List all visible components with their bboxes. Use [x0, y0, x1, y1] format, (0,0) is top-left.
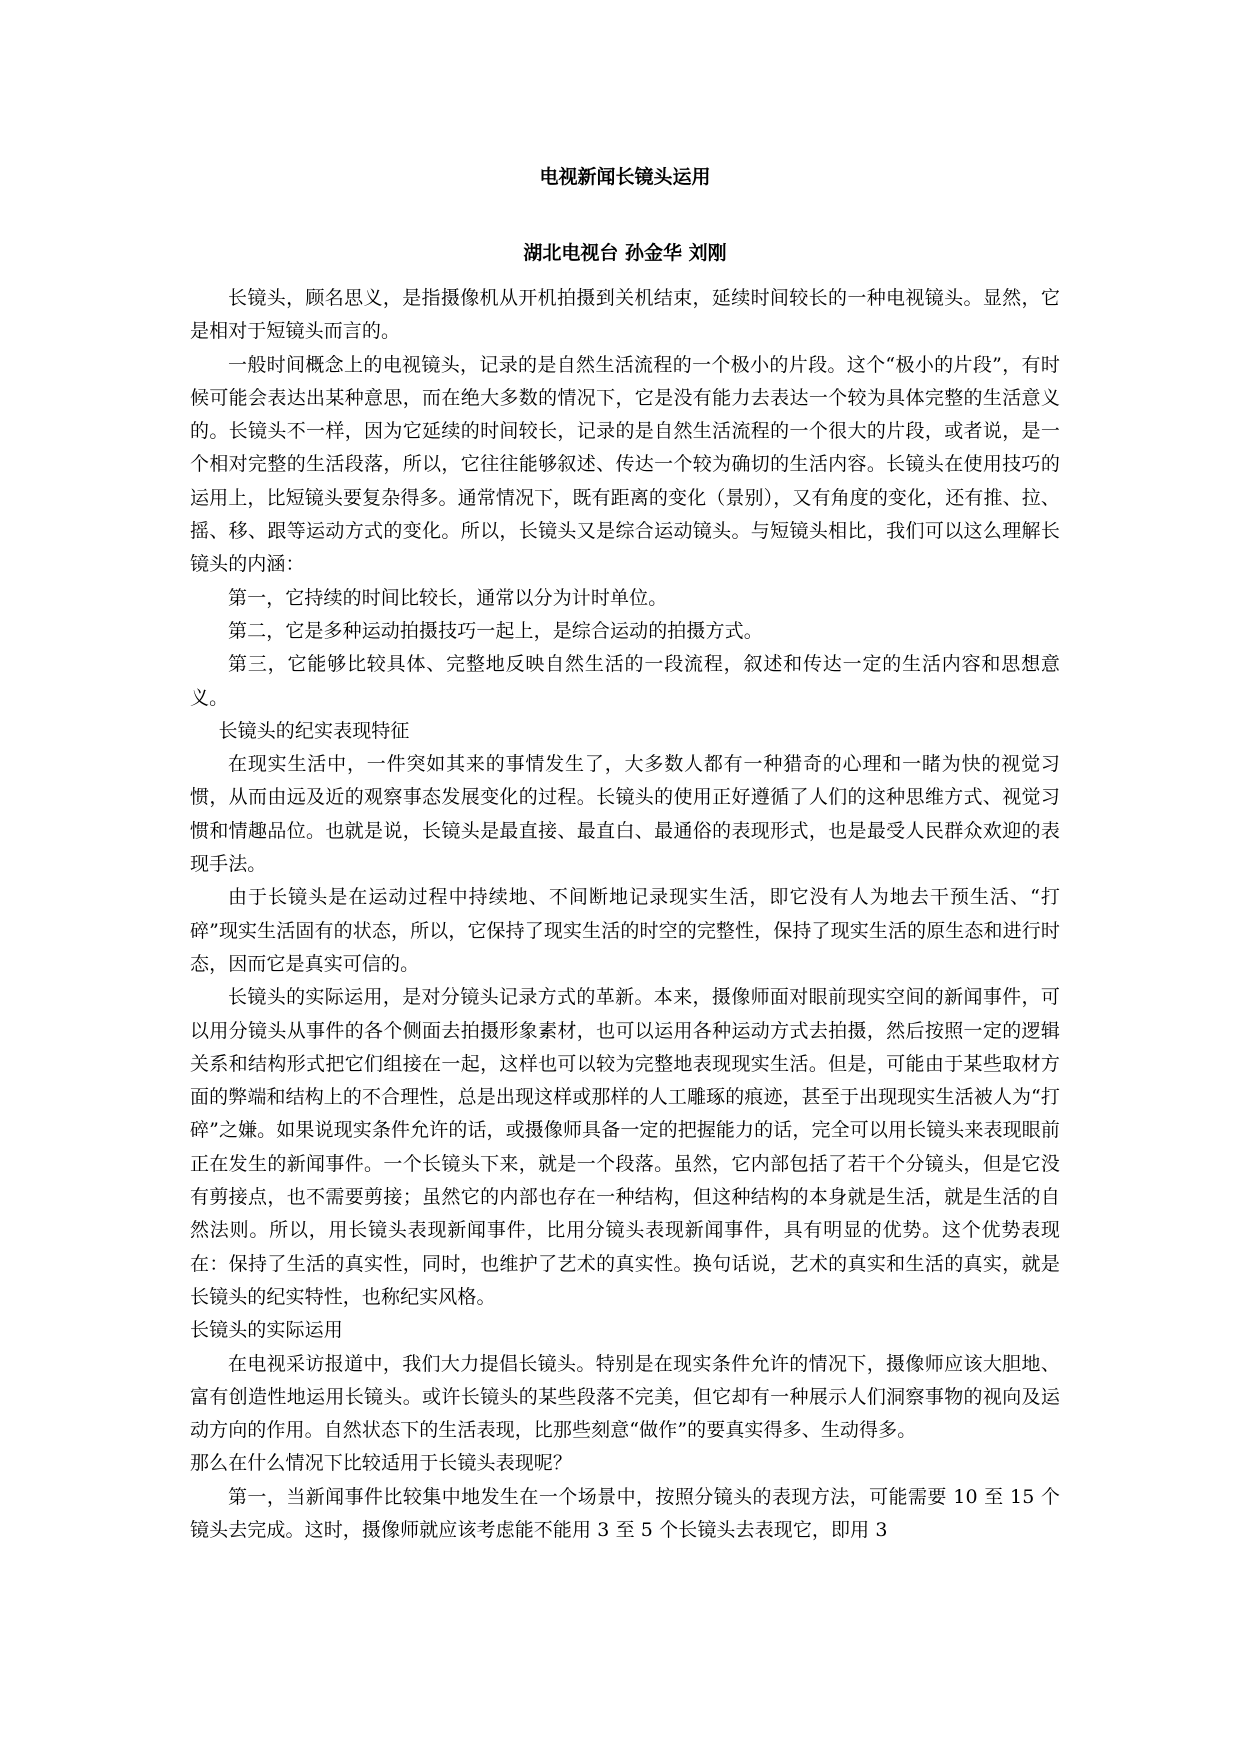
- paragraph: 第一，当新闻事件比较集中地发生在一个场景中，按照分镜头的表现方法，可能需要 10 至 15 个镜头去完成。这时，摄像师就应该考虑能不能用 3 至 5 个长镜头去表现它，即用 3: [190, 1485, 1060, 1541]
- section-heading: 长镜头的纪实表现特征: [218, 719, 410, 742]
- paragraph: 由于长镜头是在运动过程中持续地、不间断地记录现实生活，即它没有人为地去干预生活、“打碎”现实生活固有的状态，所以，它保持了现实生活的时空的完整性，保持了现实生活的原生态和进行时态，因而它是真实可信的。: [190, 886, 1060, 975]
- paragraph: 长镜头的实际运用，是对分镜头记录方式的革新。本来，摄像师面对眼前现实空间的新闻事件，可以用分镜头从事件的各个侧面去拍摄形象素材，也可以运用各种运动方式去拍摄，然后按照一定的逻辑关系和结构形式把它们组接在一起，这样也可以较为完整地表现现实生活。但是，可能由于某些取材方面的弊端和结构上的不合理性，总是出现这样或那样的人工雕琢的痕迹，甚至于出现现实生活被人为“打碎”之嫌。如果说现实条件允许的话，或摄像师具备一定的把握能力的话，完全可以用长镜头来表现眼前正在发生的新闻事件。一个长镜头下来，就是一个段落。虽然，它内部包括了若干个分镜头，但是它没有剪接点，也不需要剪接；虽然它的内部也存在一种结构，但这种结构的本身就是生活，就是生活的自然法则。所以，用长镜头表现新闻事件，比用分镜头表现新闻事件，具有明显的优势。这个优势表现在：保持了生活的真实性，同时，也维护了艺术的真实性。换句话说，艺术的真实和生活的真实，就是长镜头的纪实特性，也称纪实风格。: [190, 986, 1060, 1308]
- document-author: 湖北电视台 孙金华 刘刚: [523, 242, 727, 264]
- paragraph: 在电视采访报道中，我们大力提倡长镜头。特别是在现实条件允许的情况下，摄像师应该大胆地、富有创造性地运用长镜头。或许长镜头的某些段落不完美，但它却有一种展示人们洞察事物的视向及运动方向的作用。自然状态下的生活表现，比那些刻意“做作”的要真实得多、生动得多。: [190, 1352, 1060, 1442]
- paragraph: 在现实生活中，一件突如其来的事情发生了，大多数人都有一种猎奇的心理和一睹为快的视觉习惯，从而由远及近的观察事态发展变化的过程。长镜头的使用正好遵循了人们的这种思维方式、视觉习惯和情趣品位。也就是说，长镜头是最直接、最直白、最通俗的表现形式，也是最受人民群众欢迎的表现手法。: [190, 753, 1060, 876]
- section-heading: 长镜头的实际运用: [190, 1319, 343, 1342]
- paragraph: 第三，它能够比较具体、完整地反映自然生活的一段流程，叙述和传达一定的生活内容和思想意义。: [190, 653, 1060, 709]
- document-page: [190, 150, 1060, 1547]
- paragraph: 第二，它是多种运动拍摄技巧一起上，是综合运动的拍摄方式。: [228, 619, 763, 642]
- paragraph: 一般时间概念上的电视镜头，记录的是自然生活流程的一个极小的片段。这个“极小的片段”，有时候可能会表达出某种意思，而在绝大多数的情况下，它是没有能力去表达一个较为具体完整的生活意义的。长镜头不一样，因为它延续的时间较长，记录的是自然生活流程的一个很大的片段，或者说，是一个相对完整的生活段落，所以，它往往能够叙述、传达一个较为确切的生活内容。长镜头在使用技巧的运用上，比短镜头要复杂得多。通常情况下，既有距离的变化（景别），又有角度的变化，还有推、拉、摇、移、跟等运动方式的变化。所以，长镜头又是综合运动镜头。与短镜头相比，我们可以这么理解长镜头的内涵：: [190, 353, 1060, 576]
- paragraph: 长镜头，顾名思义，是指摄像机从开机拍摄到关机结束，延续时间较长的一种电视镜头。显然，它是相对于短镜头而言的。: [190, 287, 1060, 343]
- section-heading: 那么在什么情况下比较适用于长镜头表现呢？: [190, 1452, 573, 1475]
- document-title: 电视新闻长镜头运用: [539, 166, 711, 188]
- paragraph: 第一，它持续的时间比较长，通常以分为计时单位。: [228, 586, 668, 609]
